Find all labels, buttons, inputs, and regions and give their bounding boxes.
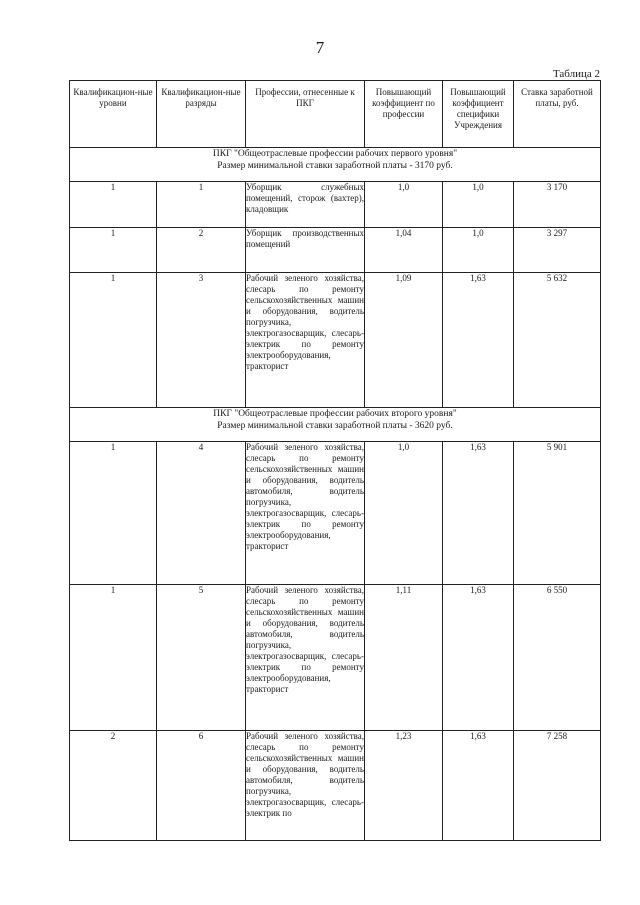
cell-profession-coefficient: 1,23 [365, 731, 443, 841]
cell-wage-rate: 5 632 [514, 273, 601, 408]
cell-institution-coefficient: 1,63 [443, 442, 514, 585]
table-row [70, 228, 601, 273]
table-row [70, 442, 601, 585]
header-profession-coefficient: Повышающий коэффициент по профессии [365, 81, 443, 148]
group-header-row [70, 408, 601, 442]
table-row [70, 731, 601, 841]
cell-profession: Уборщик производственных помещений [246, 228, 365, 273]
header-qualification-grade: Квалификацион-ные разряды [157, 81, 246, 148]
cell-grade: 4 [157, 442, 246, 585]
cell-profession: Рабочий зеленого хозяйства, слесарь по ремонту сельскохозяйственных машин и оборудования, водитель погрузчика, электрогазосварщик, слесарь-электрик по ремонту электрооборудования, тракторист [246, 273, 365, 408]
header-institution-coefficient: Повышающий коэффициент специфики Учреждения [443, 81, 514, 148]
header-qualification-level: Квалификацион-ные уровни [70, 81, 157, 148]
table-row [70, 273, 601, 408]
cell-profession-coefficient: 1,0 [365, 442, 443, 585]
cell-grade: 2 [157, 228, 246, 273]
group-subtitle: Размер минимальной ставки заработной платы - 3170 руб. [217, 161, 453, 171]
cell-level: 1 [70, 182, 157, 228]
table-header-row [70, 81, 601, 148]
table-caption: Таблица 2 [552, 68, 600, 80]
cell-wage-rate: 3 170 [514, 182, 601, 228]
cell-wage-rate: 6 550 [514, 585, 601, 731]
cell-profession-coefficient: 1,0 [365, 182, 443, 228]
table-row [70, 585, 601, 731]
cell-wage-rate: 7 258 [514, 731, 601, 841]
cell-level: 1 [70, 273, 157, 408]
cell-institution-coefficient: 1,63 [443, 731, 514, 841]
cell-level: 1 [70, 585, 157, 731]
header-professions: Профессии, отнесенные к ПКГ [246, 81, 365, 148]
header-wage-rate: Ставка заработной платы, руб. [514, 81, 601, 148]
group-title: ПКГ "Общеотраслевые профессии рабочих первого уровня" [212, 149, 458, 159]
page-number: 7 [315, 38, 325, 57]
cell-grade: 1 [157, 182, 246, 228]
cell-institution-coefficient: 1,63 [443, 585, 514, 731]
cell-wage-rate: 5 901 [514, 442, 601, 585]
cell-level: 1 [70, 228, 157, 273]
group-subtitle: Размер минимальной ставки заработной платы - 3620 руб. [217, 421, 453, 431]
group-header-row [70, 148, 601, 182]
cell-profession: Рабочий зеленого хозяйства, слесарь по ремонту сельскохозяйственных машин и оборудования, водитель автомобиля, водитель погрузчика, электрогазосварщик, слесарь-электрик по [246, 731, 365, 841]
cell-institution-coefficient: 1,0 [443, 228, 514, 273]
table-row [70, 182, 601, 228]
cell-level: 2 [70, 731, 157, 841]
group-title: ПКГ "Общеотраслевые профессии рабочих второго уровня" [213, 409, 457, 419]
group-header [70, 408, 601, 442]
cell-grade: 6 [157, 731, 246, 841]
cell-institution-coefficient: 1,0 [443, 182, 514, 228]
cell-wage-rate: 3 297 [514, 228, 601, 273]
cell-profession-coefficient: 1,09 [365, 273, 443, 408]
cell-profession-coefficient: 1,11 [365, 585, 443, 731]
cell-institution-coefficient: 1,63 [443, 273, 514, 408]
cell-grade: 3 [157, 273, 246, 408]
cell-profession-coefficient: 1,04 [365, 228, 443, 273]
cell-grade: 5 [157, 585, 246, 731]
cell-profession: Уборщик служебных помещений, сторож (вахтер), кладовщик [246, 182, 365, 228]
cell-profession: Рабочий зеленого хозяйства, слесарь по ремонту сельскохозяйственных машин и оборудования, водитель автомобиля, водитель погрузчика, электрогазосварщик, слесарь-электрик по ремонту электрооборудования, тракторист [246, 585, 365, 731]
salary-table [69, 80, 601, 841]
cell-profession: Рабочий зеленого хозяйства, слесарь по ремонту сельскохозяйственных машин и оборудования, водитель автомобиля, водитель погрузчика, электрогазосварщик, слесарь-электрик по ремонту электрооборудования, тракторист [246, 442, 365, 585]
group-header [70, 148, 601, 182]
cell-level: 1 [70, 442, 157, 585]
